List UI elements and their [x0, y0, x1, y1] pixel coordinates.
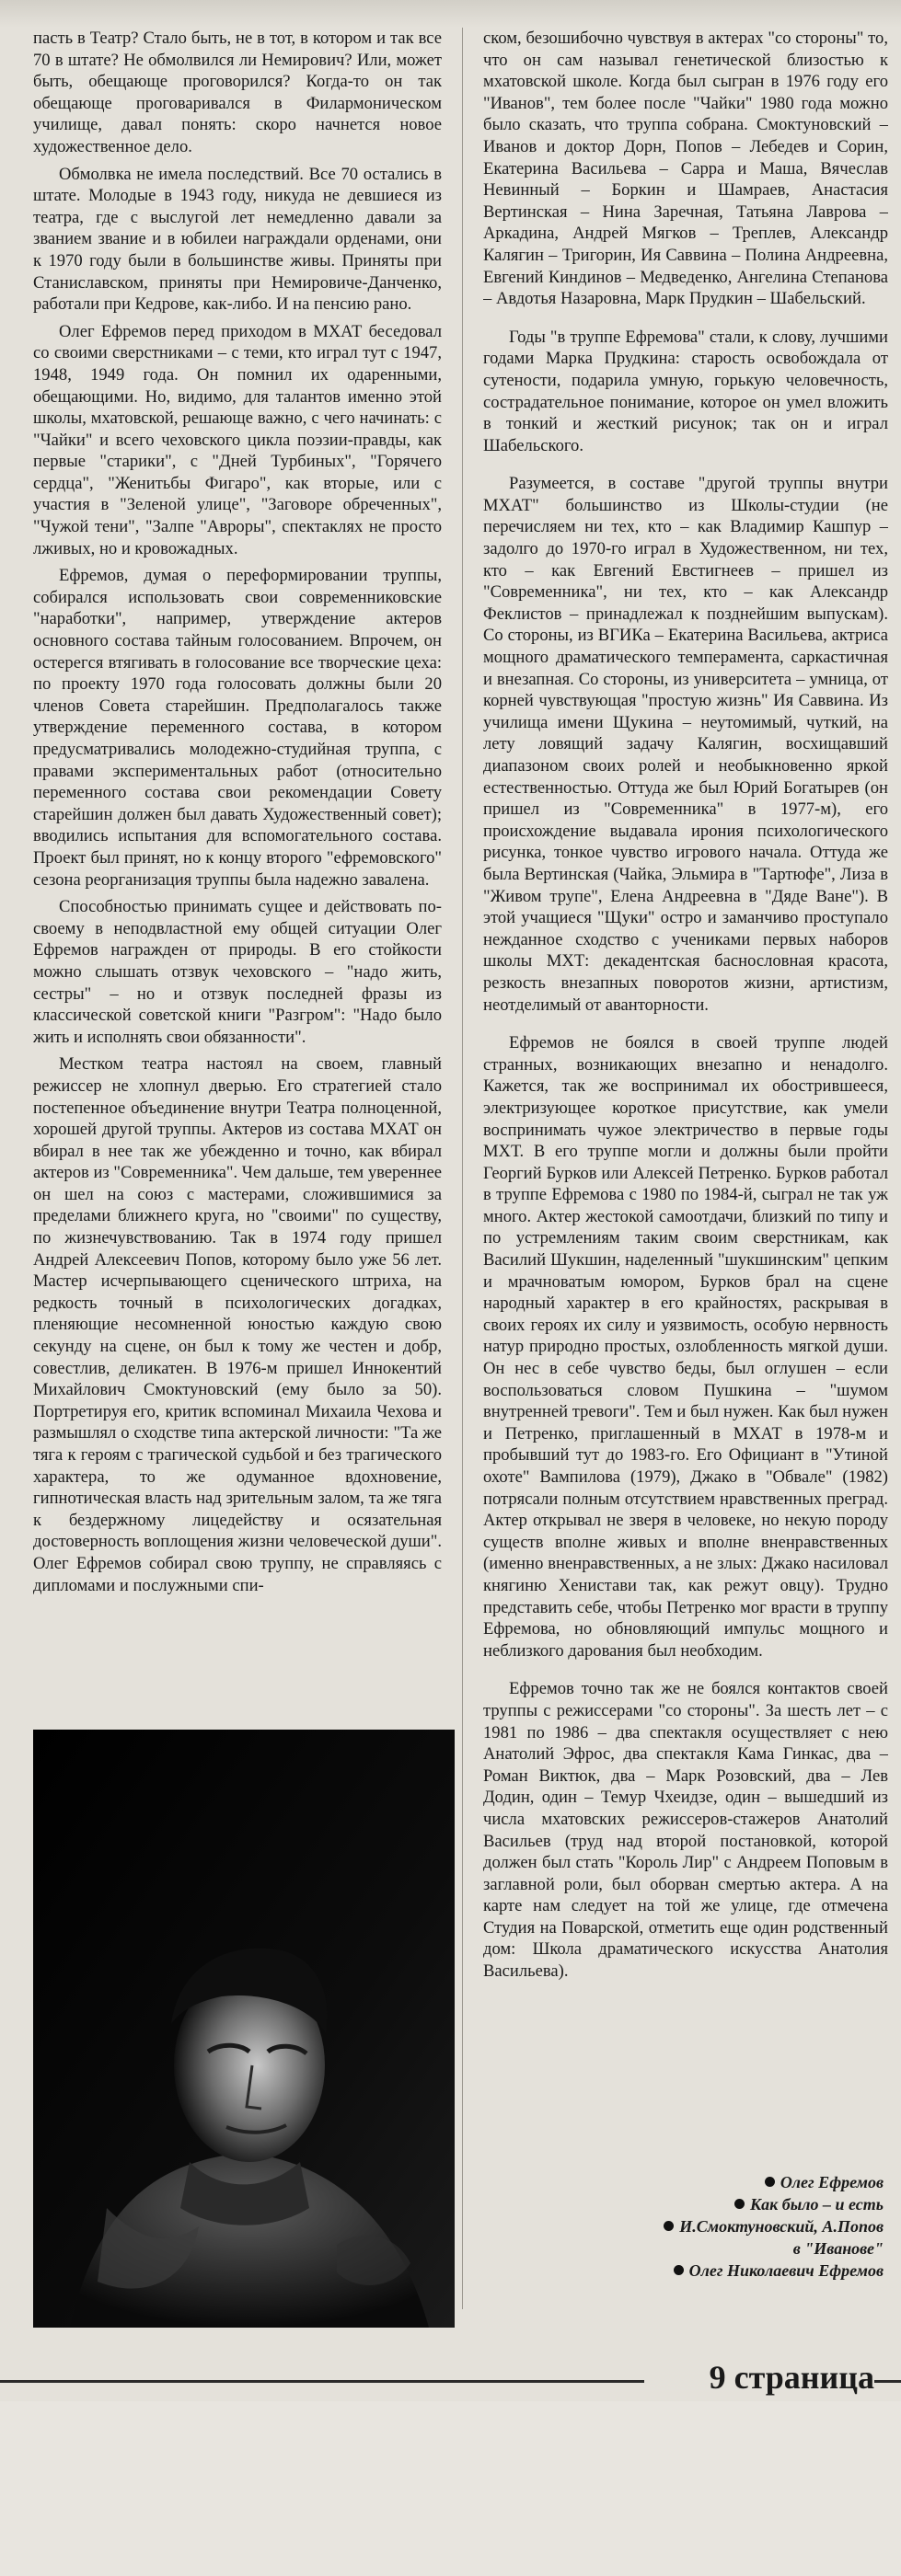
article-column-left — [33, 28, 442, 1720]
caption-row — [589, 2171, 884, 2193]
caption-row — [589, 2260, 884, 2282]
caption-row — [589, 2193, 884, 2215]
paragraph: Олег Ефремов перед приходом в МХАТ беседовал со своими сверстниками – с теми, кто играл тут с 1947, 1948, 1949 года. Он помнил их одаренными, обещающими. Но, видимо, для талантов именно этой школы, мхатовской, решающе важно, с чего начинать: с "Чайки" и всего чеховского цикла поэзии-правды, как первые "старики", с "Дней Турбиных", "Горячего сердца", "Женитьбы Фигаро", как вторые, или с участия в "Зеленой улице", "Заговоре обреченных", "Чужой тени", "Залпе "Авроры", спектаклях не просто лживых, но и кровожадных. — [33, 321, 442, 558]
column-divider — [462, 28, 463, 2309]
paragraph: пасть в Театр? Стало быть, не в тот, в котором и так все 70 в штате? Не обмолвился ли Немирович? Или, может быть, обещающе проговорился? Когда-то он так обещающе проговаривался в Филармоническом училище, давал понять: скоро начнется новое художественное дело. — [33, 29, 442, 156]
bullet-icon — [674, 2265, 684, 2275]
paragraph: Местком театра настоял на своем, главный режиссер не хлопнул дверью. Его стратегией стало постепенное объединение внутри Театра полноценной, хорошей другой труппы. Актеров из состава МХАТ он вбирал в нее так же убежденно и точно, как вбирал актеров из "Современника". Чем дальше, тем увереннее он шел на союз с мастерами, сложившимися за пределами ближнего круга, но "своими" по существу, по жизнечувствованию. Так в 1974 году пришел Андрей Алексеевич Попов, которому было уже 56 лет. Мастер исчерпывающего сценического штриха, на редкость точный в психологических догадках, пленяющие несомненной юностью каждую свою секунду на сцене, он был к тому же честен и добр, совестлив, деликатен. В 1976-м пришел Иннокентий Михайлович Смоктуновский (ему было за 50). Портретируя его, критик вспоминал Михаила Чехова и размышлял о сходстве типа актерской личности: "Та же тяга к героям с трагической судьбой и без трагического характера, то же одуманное вдохновение, гипнотическая власть над зрительным залом, та же тяга к бездержному лицедейству и осязательная достоверность воплощения жизни человеческой души". Олег Ефремов собирал свою труппу, не справляясь с дипломами и послужными спи- — [33, 1054, 442, 1595]
bullet-icon — [734, 2199, 745, 2209]
caption-text: И.Смоктуновский, А.Попов — [679, 2217, 884, 2236]
paragraph: Разумеется, в составе "другой труппы внутри МХАТ" большинство из Школы-студии (не перечисляем ни тех, кто – как Владимир Кашпур – задолго до 1970-го играл в Художественном, ни тех, кто – как Евгений Евстигнеев – пришел из "Современника", ни тех, кто – как Александр Феклистов – принадлежал к позднейшим выпускам). Со стороны, из ВГИКа – Екатерина Васильева, актриса мощного драматического темперамента, саркастичная и внезапная. Со стороны, из университета – умница, от корней чувствующая "простую жизнь" Ия Саввина. Из училища имени Щукина – неутомимый, чуткий, на лету ловящий задачу Калягин, восхищавший диапазоном своих ролей и необыкновенно яркой естественностью. Оттуда же был Юрий Богатырев (он пришел из "Современника" в 1977-м), его происхождение выдавала ирония психологического рисунка, тонкое чувство игрового начала. Оттуда же была Вертинская (Чайка, Эльмира в "Тартюфе", Лиза в "Живом трупе", Елена Андреевна в "Дяде Ване"). В этой учащиеся "Щуки" остро и заманчиво проступало нежданное сходство с учениками первых наборов школы МХТ: декадентская баснословная красота, резкость внезапных поворотов жизни, артистизм, неотделимый от аванторности. — [483, 474, 888, 1015]
page-bottom-margin — [0, 2401, 901, 2576]
bullet-icon — [765, 2177, 775, 2187]
article-column-right — [483, 28, 888, 2300]
caption-text: в "Иванове" — [792, 2239, 884, 2258]
bullet-icon — [664, 2221, 674, 2231]
caption-row — [589, 2237, 884, 2260]
paragraph: Способностью принимать сущее и действовать по-своему в неподвластной ему общей ситуации Олег Ефремов награжден от природы. В его стойкости можно слышать отзвук чеховского – "надо жить, сестры" – но и отзвук последней фразы из классической советской книги "Разгром": "Надо было жить и исполнять свои обязанности". — [33, 897, 442, 1047]
portrait-photo-illustration — [33, 1730, 455, 2328]
paragraph: Ефремов точно так же не боялся контактов своей труппы с режиссерами "со стороны". За шесть лет – с 1981 по 1986 – два спектакля осуществляет с нею Анатолий Эфрос, два спектакля Кама Гинкас, два – Роман Виктюк, два – Марк Розовский, два – Лев Додин, один – Темур Чхеидзе, один – вышедший из числа мхатовских режиссеров-стажеров Анатолий Васильев (труд над второй постановкой, которой должен был стать "Король Лир" с Андреем Поповым в заглавной роли, был оборван смертью актера. А на карте нам следует на той же улице, где отмечена Студия на Поварской, отметить еще один родственный дом: Школа драматического искусства Анатолия Васильева). — [483, 1679, 888, 1982]
paragraph: ском, безошибочно чувствуя в актерах "со стороны" то, что он сам называл генетической близостью к мхатовской школе. Когда был сыгран в 1976 году его "Иванов", тем более после "Чайки" 1980 года можно было сказать, что труппа собрана. Смоктуновский – Иванов и доктор Дорн, Попов – Лебедев и Сорин, Екатерина Васильева – Сарра и Маша, Вячеслав Невинный – Боркин и Шамраев, Анастасия Вертинская – Нина Заречная, Татьяна Лаврова – Аркадина, Андрей Мягков – Треплев, Александр Калягин – Тригорин, Ия Саввина – Полина Андреевна, Евгений Киндинов – Медведенко, Ангелина Степанова – Авдотья Назаровна, Марк Прудкин – Шабельский. — [483, 29, 888, 309]
caption-text: Как было – и есть — [749, 2195, 884, 2214]
paragraph: Годы "в труппе Ефремова" стали, к слову, лучшими годами Марка Прудкина: старость освобождала от сутености, подарила умную, горькую человечность, сострадательное понимание, которое он умел вложить в тонкий и жесткий рисунок; так он и играл Шабельского. — [483, 327, 888, 455]
caption-row — [589, 2215, 884, 2237]
paragraph: Ефремов, думая о переформировании труппы, собирался использовать свои современниковские "наработки", например, утверждение актеров основного состава тайным голосованием. Впрочем, он остерегся втягивать в голосование все творческие цеха: по проекту 1970 года голосовать должны были 20 членов Совета старейшин. Предполагалось также утверждение переменного состава, в котором предусматривались молодежно-студийная труппа, с правами экспериментальных работ (относительно переменного состава свои рекомендации Совету старейшин должен был давать Художественный совет); вводились испытания для вспомогательного состава. Проект был принят, но к концу второго "ефремовского" сезона реорганизация труппы была надежно завалена. — [33, 566, 442, 890]
portrait-photo — [33, 1730, 455, 2328]
caption-text: Олег Николаевич Ефремов — [688, 2261, 884, 2280]
photo-captions — [589, 2171, 884, 2282]
footer-rule — [0, 2380, 644, 2383]
paragraph: Ефремов не боялся в своей труппе людей странных, возникающих внезапно и ненадолго. Кажется, так же воспринимал их обострившееся, электризующее короткое присутствие, как умели воспринимать чужое электричество в первые годы МХТ. В его труппе могли и должны были пройти Георгий Бурков или Алексей Петренко. Бурков работал в труппе Ефремова с 1980 по 1984-й, сыграл не так уж много. Актер жестокой самоотдачи, близкий по типу и по устремлениям таким своим сверстникам, как Василий Шукшин, наделенный "шукшинским" цепким и мрачноватым юмором, Бурков брал на сцене народный характер в его крайностях, раскрывая в своих героях их силу и уязвимость, особую нервность натур природно простых, озлобленность мягкой души. Он нес в себе чувство беды, был оглушен – если воспользоваться словом Пушкина – "шумом внутренней тревоги". Тем и был нужен. Как был нужен и Петренко, приглашенный в МХАТ в 1978-м и пробывший тут до 1983-го. Его Официант в "Утиной охоте" Вампилова (1979), Джако в "Обвале" (1982) потрясали полным отсутствием нравственных преград. Актер открывал не зверя в человеке, но некую породу существ вполне живых и вполне вненравственных (именно вненравственных, а не злых: Джако насиловал княгиню Хенистави так, как режут овцу). Трудно представить себе, чтобы Петренко мог врасти в труппу Ефремова, но обновляющий импульс мощного и неблизкого дарования был необходим. — [483, 1033, 888, 1661]
footer-rule — [874, 2380, 901, 2383]
paragraph: Обмолвка не имела последствий. Все 70 остались в штате. Молодые в 1943 году, никуда не девшиеся из театра, где с выслугой лет немедленно давали за званием звание и в юбилеи награждали орденами, они к 1970 году были в большинстве живы. Приняты при Станиславском, приняты при Немировиче-Данченко, работали при Кедрове, как-либо. И на пенсию рано. — [33, 164, 442, 315]
caption-text: Олег Ефремов — [780, 2173, 884, 2191]
scanned-top-edge — [0, 0, 901, 28]
page-number: 9 страница — [709, 2359, 874, 2396]
